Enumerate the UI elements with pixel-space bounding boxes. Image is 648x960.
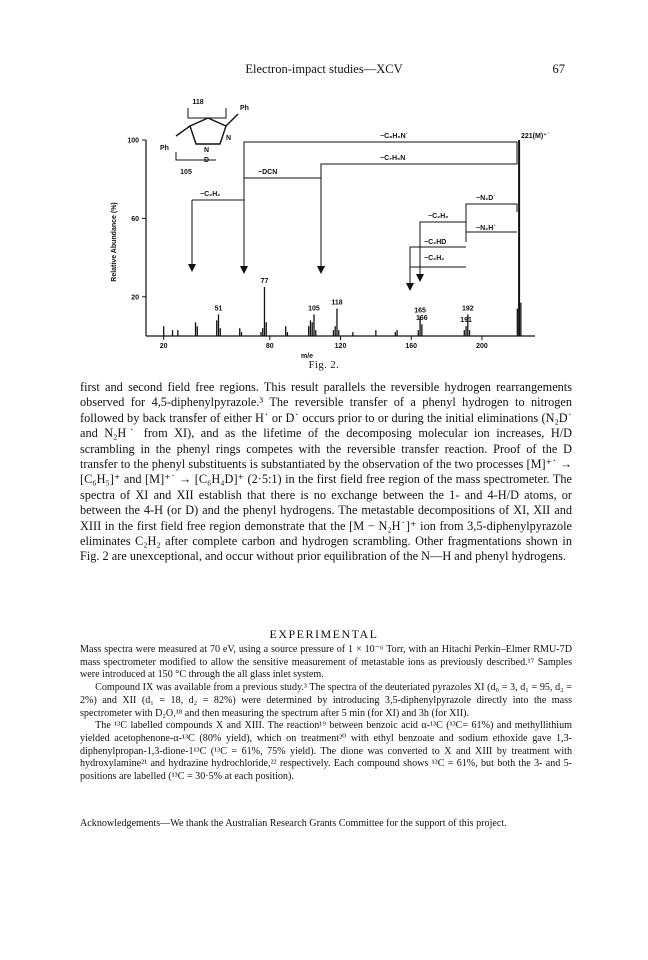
line-n2d bbox=[466, 204, 517, 242]
label-d-sub: D bbox=[204, 157, 210, 164]
label-c2hd: −C₂HD bbox=[424, 239, 447, 246]
arrowhead bbox=[188, 264, 196, 272]
peak-label: 192 bbox=[461, 305, 474, 313]
line-m-c7h5n bbox=[321, 147, 517, 270]
bond bbox=[176, 126, 190, 136]
label-c2h2-left: −C₂H₂ bbox=[200, 191, 221, 198]
label-ph-right: Ph bbox=[240, 105, 249, 112]
label-105: 105 bbox=[180, 169, 192, 176]
peak-label: 166 bbox=[415, 315, 428, 323]
fragmentation-arrowheads bbox=[188, 264, 424, 291]
x-tick-label: 200 bbox=[476, 343, 488, 350]
peak-label: 105 bbox=[308, 305, 320, 313]
y-tick-label: 100 bbox=[127, 137, 139, 145]
experimental-heading: EXPERIMENTAL bbox=[269, 627, 379, 641]
label-n2h: −N₂H˙ bbox=[476, 225, 496, 232]
running-title: Electron-impact studies—XCV bbox=[245, 62, 403, 76]
peak-label: 51 bbox=[214, 305, 223, 313]
label-n-sub: N bbox=[204, 147, 210, 154]
bond bbox=[226, 114, 238, 126]
figure-caption: Fig. 2. bbox=[308, 360, 340, 371]
label-n2d: −N₂D˙ bbox=[476, 195, 496, 202]
label-c2h2-lower: −C₂H₂ bbox=[424, 255, 445, 262]
page-number: 67 bbox=[552, 62, 565, 76]
mass-spectrum-chart bbox=[80, 92, 580, 372]
arrowhead bbox=[240, 266, 248, 274]
peak-label: 165 bbox=[414, 307, 426, 315]
label-118: 118 bbox=[192, 99, 204, 106]
experimental-section bbox=[80, 644, 572, 784]
label-c7h5n: −C₇H₅N bbox=[380, 155, 406, 162]
label-molecular-ion: 221(M)⁺˙ bbox=[521, 133, 550, 140]
peak-label: 191 bbox=[460, 317, 472, 325]
x-tick-label: 80 bbox=[265, 343, 274, 350]
peak-label: 77 bbox=[260, 278, 269, 285]
label-dcn: −DCN bbox=[258, 169, 278, 176]
label-n-ring: N bbox=[226, 135, 232, 142]
bracket-118 bbox=[188, 108, 226, 118]
label-c8h6n: −C₈H₆N˙ bbox=[380, 133, 409, 140]
line-c2h2-right bbox=[420, 222, 466, 278]
arrowhead bbox=[406, 283, 414, 291]
arrowhead bbox=[317, 266, 325, 274]
line-dcn bbox=[244, 170, 321, 178]
body-paragraph bbox=[80, 380, 572, 565]
x-tick-label: 20 bbox=[159, 343, 168, 350]
experimental-p2: Compound IX was available from a previous study.³ The spectra of the deuteriated pyrazoles XI (d₀ = 3, d₁ = 95, d₂ = 2%) and XII (d₁ = 18, d₂ = 82%) were determined by introducing 3,5-diphenylpyrazole directly into the mass spectrometer with D₂O,¹⁸ and then measuring the spectrum after 5 min (for XI) and 3h (for XII). bbox=[80, 682, 572, 719]
fragmentation-lines bbox=[192, 142, 517, 287]
y-tick-label: 20 bbox=[131, 294, 139, 302]
x-axis-label: m/e bbox=[300, 353, 314, 360]
pyrazole-ring bbox=[190, 118, 226, 144]
y-tick-label: 60 bbox=[131, 215, 139, 223]
page-header bbox=[0, 62, 648, 82]
y-axis-label: Relative Abundance (%) bbox=[111, 202, 118, 282]
bracket-105 bbox=[176, 152, 216, 160]
paragraph-text: first and second field free regions. This result parallels the reversible hydrogen rearrangements observed for 4,5-diphenylpyrazole.³ The reversible transfer of a phenyl hydrogen to nitrogen followed by back transfer of either H˙ or D˙ occurs prior to or during the initial eliminations (N₂D˙ and N₂H˙ from XI), and as the lifetime of the decomposing molecular ion increases, H/D scrambling in the phenyl rings competes with the reversible transfer reaction. Proof of the D transfer to the phenyl substituents is substantiated by the observation of the two processes [M]⁺˙ → [C₆H₅]⁺ and [M]⁺˙ → [C₆H₄D]⁺ (2·5:1) in the first field free region of the mass spectrometer. The spectra of XI and XII establish that there is no exchange between the 1- and 4-H/D atoms, or between the 4-H (or D) and the phenyl hydrogens. The metastable decompositions of XI, XII and XIII in the first field free region demonstrate that the [M − N₂H˙]⁺ ion from 3,5-diphenylpyrazole eliminates C₂H₂ after complete carbon and hydrogen scrambling. Other fragmentations shown in Fig. 2 are unexceptional, and occur without prior equilibration of the N—H and phenyl hydrogens. bbox=[80, 380, 572, 564]
experimental-p3: The ¹³C labelled compounds X and XIII. The reaction¹⁹ between benzoic acid α-¹³C (¹³C= 61%) and methyllithium yielded acetophenone-α-¹³C (80% yield), which on treatment²⁰ with ethyl benzoate and sodium ethoxide gave 1,3-diphenylpropan-1,3-dione-1¹³C (¹³C = 61%, 75% yield). The dione was converted to X and XIII by treatment with hydroxylamine²¹ and hydrazine hydrochloride,²² respectively. Each compound shows ¹³C = 61%, but both the 3- and 5-positions are labelled (¹³C = 30·5% at each position). bbox=[80, 720, 572, 783]
acknowledgements: Acknowledgements—We thank the Australian Research Grants Committee for the support of this project. bbox=[80, 818, 507, 829]
label-ph-left: Ph bbox=[160, 145, 169, 152]
x-tick-label: 160 bbox=[405, 343, 418, 350]
label-c2h2-right: −C₂H₂ bbox=[428, 213, 449, 220]
x-tick-label: 120 bbox=[334, 343, 347, 350]
experimental-p1: Mass spectra were measured at 70 eV, using a source pressure of 1 × 10⁻⁶ Torr, with an Hitachi Perkin–Elmer RMU-7D mass spectrometer modified to allow the sensitive measurement of metastable ions as previously described.¹⁷ Samples were introduced at 150 °C through the all glass inlet system. bbox=[80, 644, 572, 681]
arrowhead bbox=[416, 274, 424, 282]
peak-label: 118 bbox=[331, 299, 343, 307]
mass-spectrum-figure bbox=[80, 92, 580, 372]
